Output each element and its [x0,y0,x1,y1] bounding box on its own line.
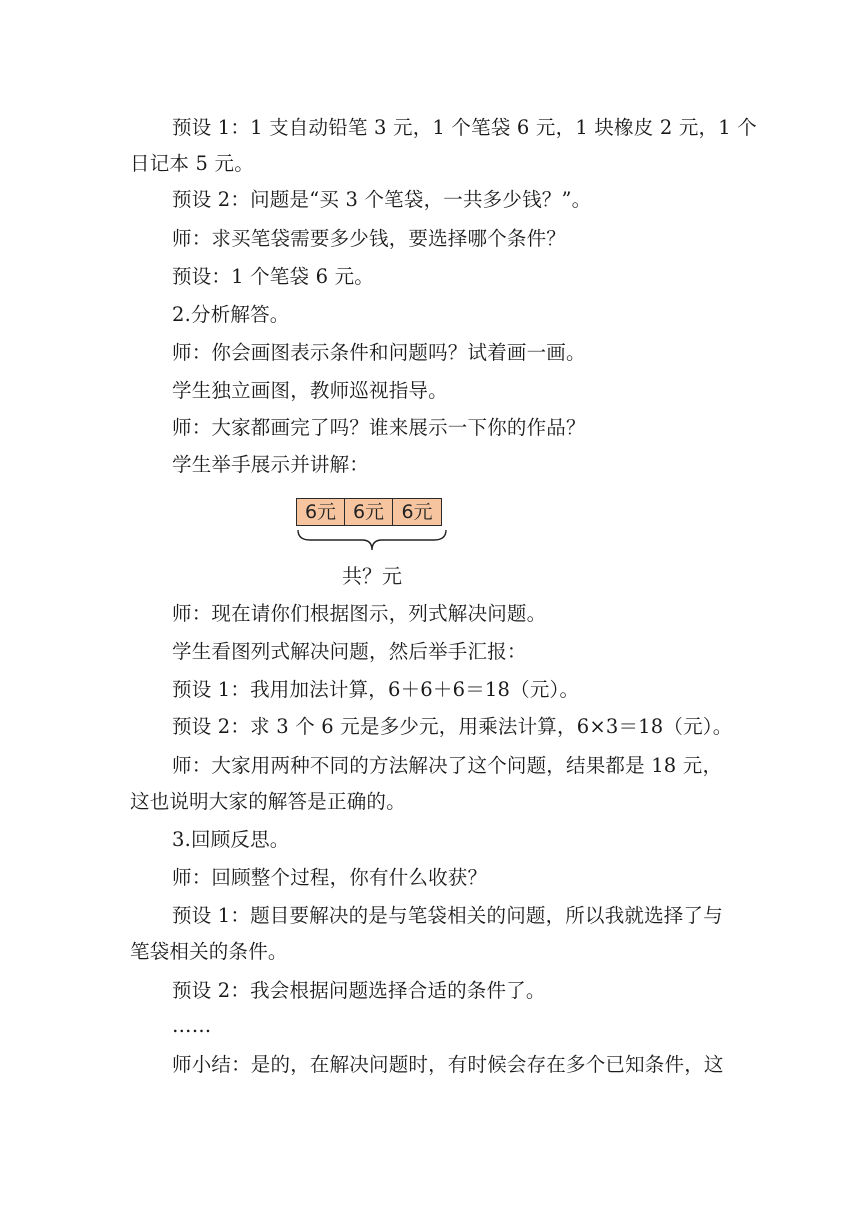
bar-cell: 6元 [401,501,433,523]
total-question-label: 共？元 [342,564,402,588]
paragraph-preset-1-continued: 日记本 5 元。 [130,152,254,175]
paragraph-teacher-review: 师：回顾整个过程，你有什么收获？ [172,866,488,889]
paragraph-students-report: 学生看图列式解决问题，然后举手汇报： [172,640,527,663]
paragraph-teacher-two-methods: 师：大家用两种不同的方法解决了这个问题，结果都是 18 元， [172,754,723,777]
paragraph-preset-answer: 预设：1 个笔袋 6 元。 [172,265,375,288]
bar-model-diagram [296,498,448,590]
paragraph-preset-multiplication: 预设 2：求 3 个 6 元是多少元，用乘法计算，6×3＝18（元）。 [172,715,733,738]
section-heading-analyze: 2.分析解答。 [172,303,290,326]
paragraph-preset-2-question: 预设 2：问题是“买 3 个笔袋，一共多少钱？”。 [172,188,592,211]
paragraph-preset-1-conditions: 预设 1：1 支自动铅笔 3 元，1 个笔袋 6 元，1 块橡皮 2 元，1 个 [172,116,757,139]
paragraph-preset-2-reflection: 预设 2：我会根据问题选择合适的条件了。 [172,979,546,1002]
bar-cell: 6元 [345,499,393,525]
paragraph-students-present: 学生举手展示并讲解： [172,453,370,476]
bar-model-cells [296,498,442,526]
paragraph-teacher-two-methods-continued: 这也说明大家的解答是正确的。 [130,790,406,813]
paragraph-preset-addition: 预设 1：我用加法计算，6＋6＋6＝18（元）。 [172,678,580,701]
ellipsis: …… [172,1014,212,1037]
curly-brace-icon [296,528,448,558]
paragraph-preset-1-reflection-continued: 笔袋相关的条件。 [130,940,288,963]
paragraph-teacher-formula: 师：现在请你们根据图示，列式解决问题。 [172,602,547,625]
paragraph-teacher-summary: 师小结：是的，在解决问题时，有时候会存在多个已知条件，这 [172,1053,724,1076]
paragraph-teacher-which-condition: 师：求买笔袋需要多少钱，要选择哪个条件？ [172,227,567,250]
paragraph-preset-1-reflection: 预设 1：题目要解决的是与笔袋相关的问题，所以我就选择了与 [172,904,723,927]
paragraph-students-draw: 学生独立画图，教师巡视指导。 [172,379,448,402]
paragraph-teacher-show: 师：大家都画完了吗？谁来展示一下你的作品？ [172,416,586,439]
bar-cell: 6元 [297,499,345,525]
section-heading-review: 3.回顾反思。 [172,828,290,851]
paragraph-teacher-draw: 师：你会画图表示条件和问题吗？试着画一画。 [172,341,586,364]
